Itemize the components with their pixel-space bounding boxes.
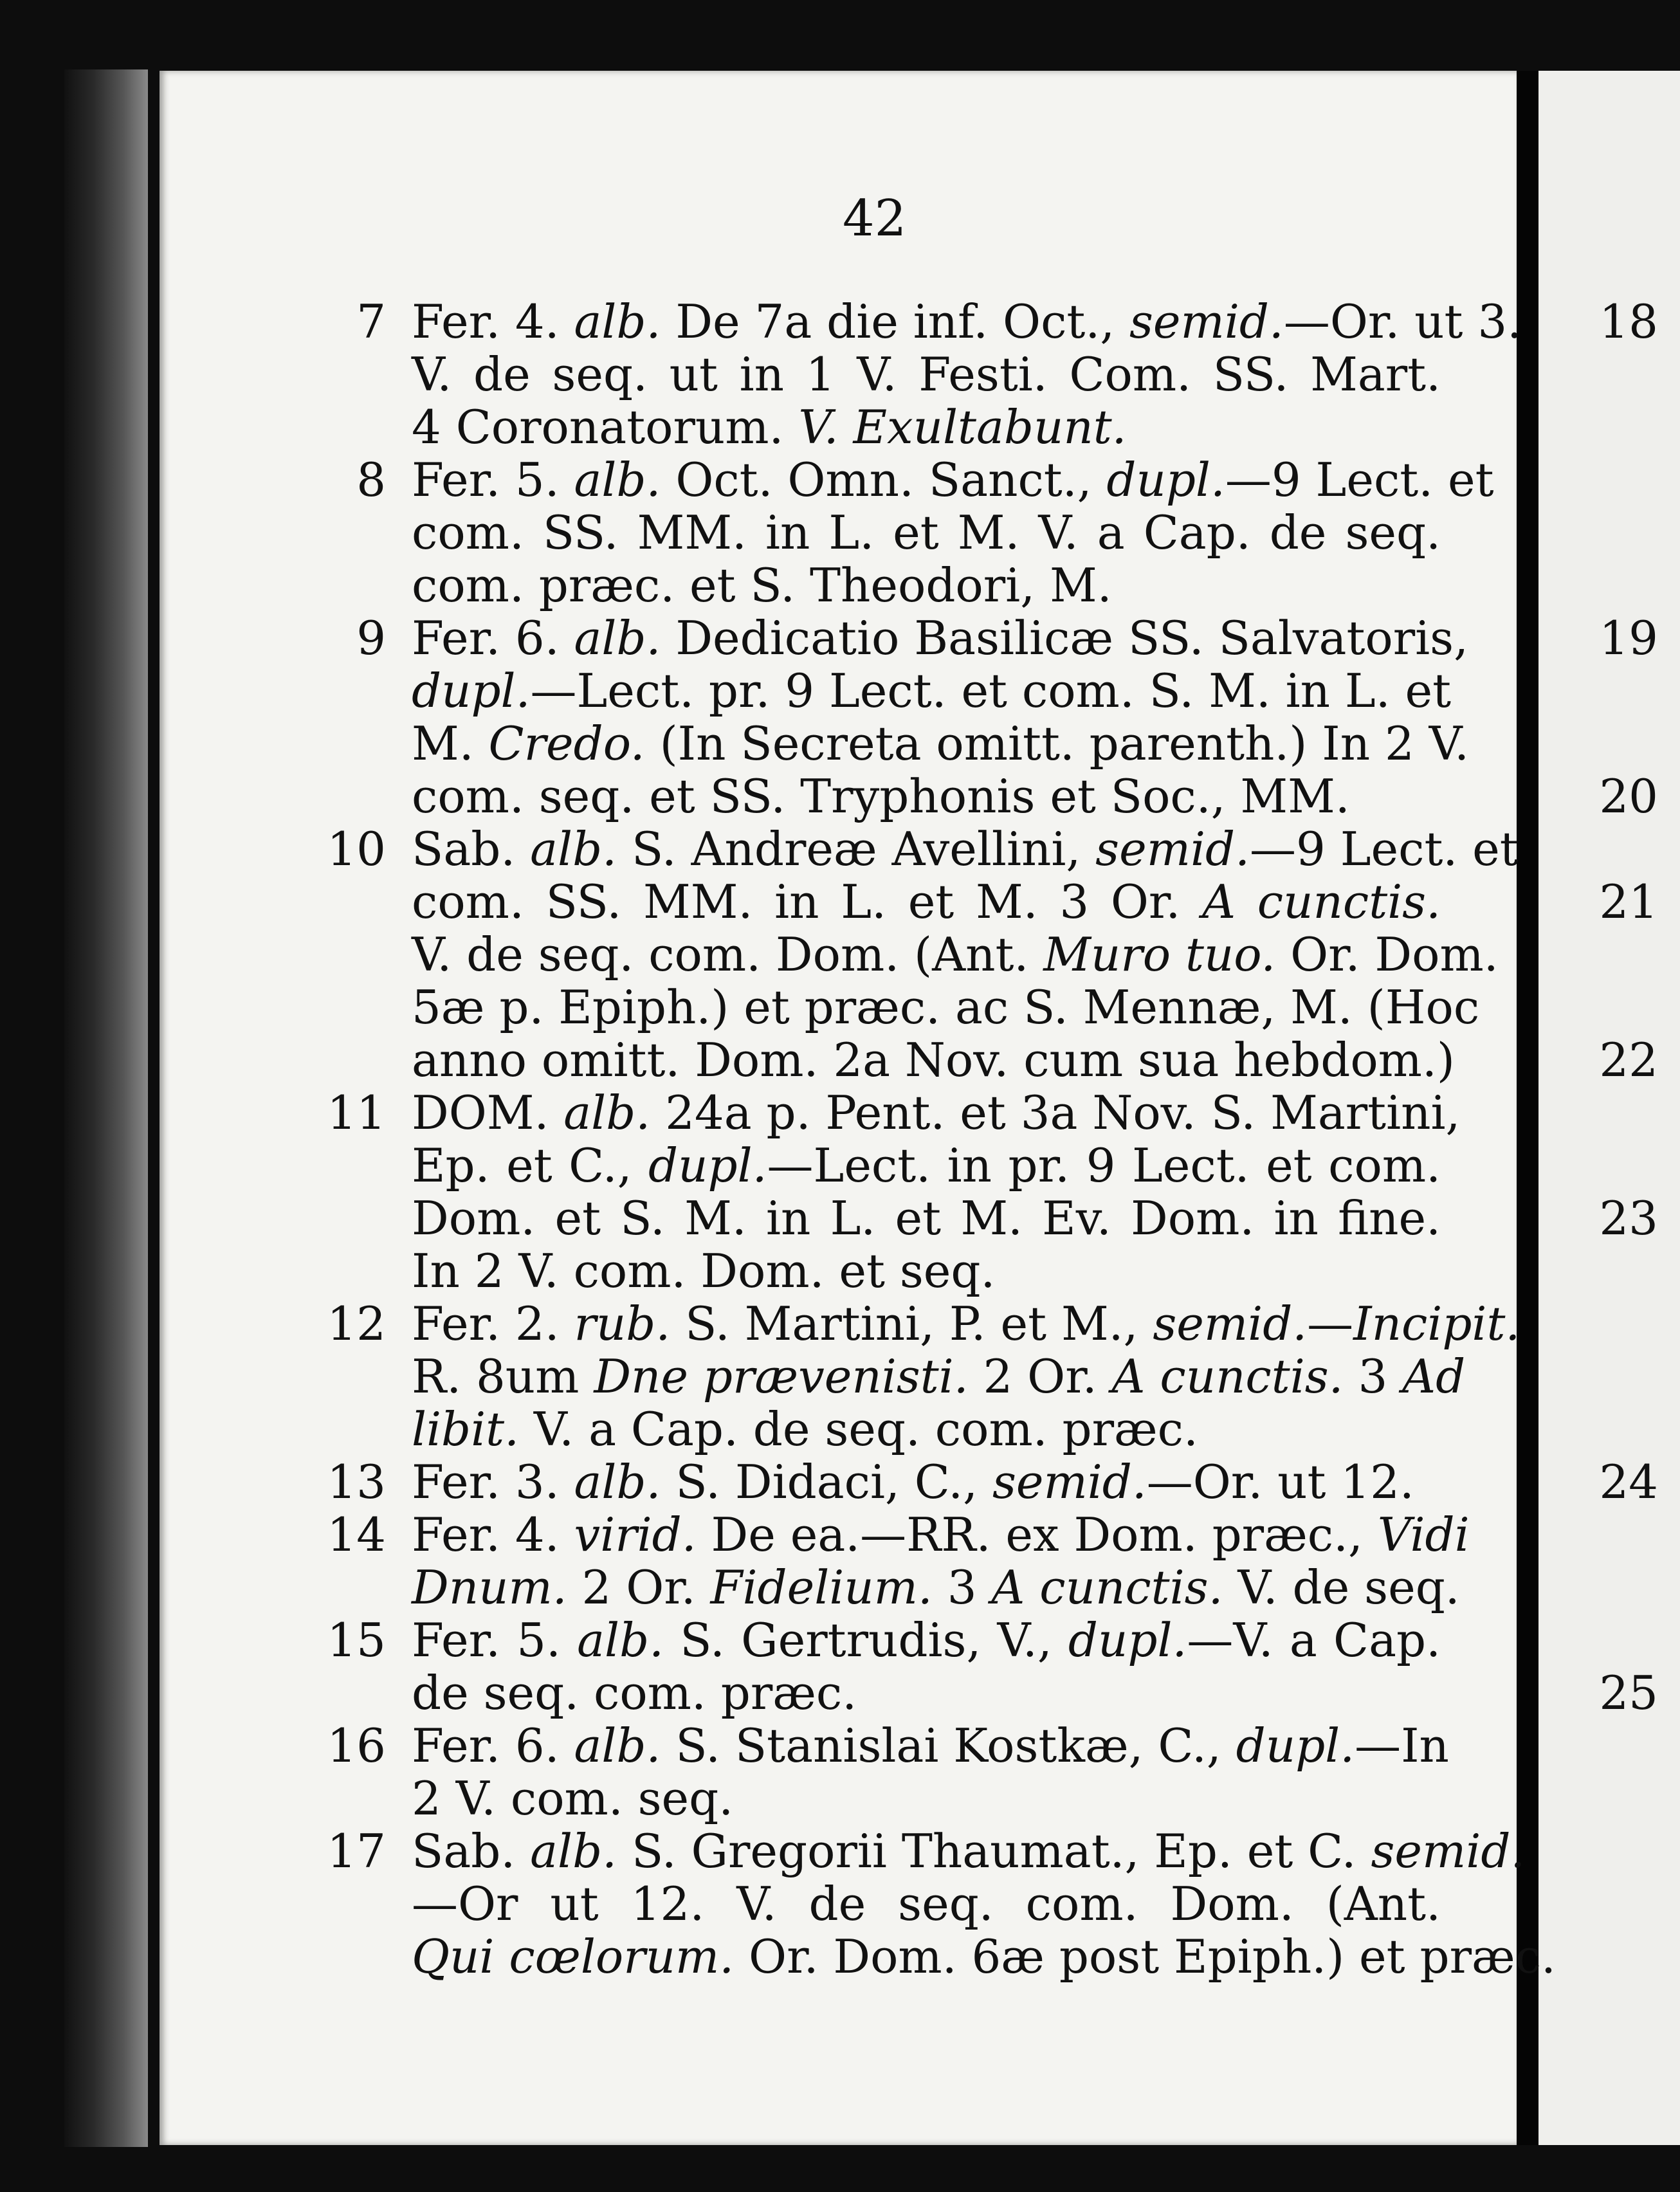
text-run: —V. a Cap. bbox=[1187, 1613, 1441, 1667]
text-run: —Lect. in pr. 9 Lect. et com. bbox=[767, 1138, 1441, 1192]
entry-line bbox=[412, 611, 1469, 665]
text-run: com. præc. et S. Theodori, M. bbox=[412, 558, 1112, 612]
text-run: V. de seq. bbox=[1223, 1560, 1460, 1614]
book-spine bbox=[64, 69, 148, 2147]
text-run: V. a Cap. de seq. com. præc. bbox=[519, 1402, 1198, 1456]
text-run: 4 Coronatorum. bbox=[412, 400, 799, 454]
text-run: Fer. 2. bbox=[412, 1297, 574, 1351]
italic-run: Credo. bbox=[488, 717, 645, 771]
italic-run: semid. bbox=[1371, 1824, 1526, 1878]
text-run: S. Gregorii Thaumat., Ep. et C. bbox=[617, 1824, 1371, 1878]
text-run: De ea.—RR. ex Dom. præc., bbox=[696, 1508, 1378, 1562]
text-run: Ep. et C., bbox=[412, 1138, 649, 1192]
entry-line bbox=[412, 507, 1441, 558]
text-run: com. SS. MM. in L. et M. 3 Or. bbox=[412, 875, 1203, 929]
entry-line bbox=[412, 349, 1441, 400]
text-run: —Lect. pr. 9 Lect. et com. S. M. in L. et bbox=[530, 664, 1452, 718]
text-run: Fer. 5. bbox=[412, 453, 574, 507]
entry-line bbox=[412, 1508, 1470, 1562]
facing-day-number: 24 bbox=[1599, 1455, 1658, 1509]
entry-line bbox=[412, 560, 1441, 611]
text-run: com. seq. et SS. Tryphonis et Soc., MM. bbox=[412, 769, 1350, 823]
italic-run: alb. bbox=[530, 1824, 617, 1878]
text-run: anno omitt. Dom. 2a Nov. cum sua hebdom.) bbox=[412, 1033, 1455, 1087]
italic-run: Incipit. bbox=[1353, 1297, 1520, 1351]
facing-day-number: 25 bbox=[1599, 1666, 1658, 1720]
text-run: de seq. com. præc. bbox=[412, 1666, 857, 1720]
italic-run: semid. bbox=[1095, 822, 1250, 876]
entry-line bbox=[412, 1667, 1441, 1719]
day-number: 16 bbox=[327, 1719, 386, 1773]
page-number: 42 bbox=[843, 190, 907, 248]
entry-line bbox=[412, 401, 1441, 453]
text-run: —In bbox=[1355, 1719, 1449, 1773]
entry-line bbox=[412, 1245, 1441, 1297]
text-run: —Or. ut 3. bbox=[1283, 295, 1522, 349]
italic-run: alb. bbox=[563, 1086, 651, 1140]
text-run: S. Gertrudis, V., bbox=[664, 1613, 1068, 1667]
text-run: 2 Or. bbox=[968, 1349, 1112, 1403]
italic-run: alb. bbox=[574, 611, 661, 665]
italic-run: Qui cœlorum. bbox=[412, 1930, 735, 1984]
entry-line bbox=[412, 980, 1480, 1034]
entry-line bbox=[412, 295, 1522, 349]
italic-run: V. Exultabunt. bbox=[798, 400, 1127, 454]
facing-day-number: 20 bbox=[1599, 769, 1658, 823]
day-number: 7 bbox=[356, 295, 386, 349]
text-run: In 2 V. com. Dom. et seq. bbox=[412, 1244, 996, 1298]
text-run: 3 bbox=[932, 1560, 992, 1614]
italic-run: dupl. bbox=[1106, 453, 1225, 507]
italic-run: Dne prævenisti. bbox=[594, 1349, 969, 1403]
entry-line bbox=[412, 1349, 1466, 1403]
entry-line bbox=[412, 1086, 1461, 1140]
facing-day-number: 21 bbox=[1599, 875, 1658, 929]
italic-run: Fidelium. bbox=[710, 1560, 933, 1614]
facing-day-number: 22 bbox=[1599, 1033, 1658, 1087]
day-number: 15 bbox=[327, 1613, 386, 1667]
entry-line bbox=[412, 1824, 1526, 1878]
italic-run: Vidi bbox=[1377, 1508, 1470, 1562]
entry-line bbox=[412, 1878, 1441, 1930]
italic-run: alb. bbox=[574, 295, 661, 349]
italic-run: A cunctis. bbox=[991, 1560, 1223, 1614]
italic-run: Ad bbox=[1402, 1349, 1466, 1403]
text-run: (In Secreta omitt. parenth.) In 2 V. bbox=[644, 717, 1469, 771]
entry-line bbox=[412, 1033, 1455, 1087]
facing-page-edge bbox=[1538, 71, 1680, 2145]
text-run: S. Didaci, C., bbox=[661, 1455, 992, 1509]
italic-run: dupl. bbox=[648, 1138, 767, 1192]
text-run: S. Stanislai Kostkæ, C., bbox=[661, 1719, 1236, 1773]
entry-line bbox=[412, 1403, 1441, 1455]
italic-run: rub. bbox=[574, 1297, 671, 1351]
entry-line bbox=[412, 717, 1469, 771]
text-run: V. de seq. ut in 1 V. Festi. Com. SS. Mart. bbox=[412, 347, 1441, 401]
facing-day-number: 23 bbox=[1599, 1191, 1658, 1245]
text-run: 3 bbox=[1343, 1349, 1403, 1403]
day-number: 17 bbox=[327, 1824, 386, 1878]
text-run: Fer. 6. bbox=[412, 1719, 574, 1773]
italic-run: alb. bbox=[574, 453, 661, 507]
entry-line bbox=[412, 927, 1499, 982]
text-run: Dom. et S. M. in L. et M. Ev. Dom. in fine. bbox=[412, 1191, 1441, 1245]
facing-day-number: 18 bbox=[1599, 295, 1658, 349]
italic-run: dupl. bbox=[412, 664, 531, 718]
text-run: 24a p. Pent. et 3a Nov. S. Martini, bbox=[650, 1086, 1461, 1140]
text-run: Sab. bbox=[412, 1824, 531, 1878]
day-number: 14 bbox=[327, 1508, 386, 1562]
italic-run: semid. bbox=[1129, 295, 1284, 349]
text-run: Fer. 4. bbox=[412, 295, 574, 349]
entry-line bbox=[412, 453, 1494, 507]
text-run: R. 8um bbox=[412, 1349, 594, 1403]
entry-line bbox=[412, 822, 1519, 876]
italic-run: alb. bbox=[530, 822, 617, 876]
italic-run: alb. bbox=[574, 1719, 661, 1773]
text-run: —9 Lect. et bbox=[1225, 453, 1494, 507]
text-run: M. bbox=[412, 717, 489, 771]
text-run: Fer. 3. bbox=[412, 1455, 574, 1509]
text-run: Or. Dom. 6æ post Epiph.) et præc. bbox=[734, 1930, 1556, 1984]
text-run: Oct. Omn. Sanct., bbox=[661, 453, 1107, 507]
entry-line bbox=[412, 1614, 1441, 1666]
italic-run: virid. bbox=[574, 1508, 697, 1562]
italic-run: alb. bbox=[577, 1613, 664, 1667]
text-run: com. SS. MM. in L. et M. V. a Cap. de seq. bbox=[412, 506, 1441, 560]
entry-line bbox=[412, 1192, 1441, 1244]
entry-line bbox=[412, 1456, 1441, 1508]
text-run: V. de seq. com. Dom. (Ant. bbox=[412, 927, 1044, 982]
entry-line bbox=[412, 664, 1452, 718]
entry-line bbox=[412, 1930, 1556, 1984]
italic-run: A cunctis. bbox=[1202, 875, 1441, 929]
text-run: DOM. bbox=[412, 1086, 564, 1140]
text-run: S. Andreæ Avellini, bbox=[617, 822, 1096, 876]
text-run: S. Martini, P. et M., bbox=[670, 1297, 1153, 1351]
text-run: 2 V. com. seq. bbox=[412, 1771, 734, 1825]
italic-run: alb. bbox=[574, 1455, 661, 1509]
text-run: 5æ p. Epiph.) et præc. ac S. Mennæ, M. (Hoc bbox=[412, 980, 1480, 1034]
italic-run: libit. bbox=[412, 1402, 519, 1456]
entry-line bbox=[412, 1560, 1460, 1614]
day-number: 8 bbox=[356, 453, 386, 507]
italic-run: dupl. bbox=[1236, 1719, 1355, 1773]
entry-line bbox=[412, 1140, 1441, 1191]
italic-run: A cunctis. bbox=[1111, 1349, 1344, 1403]
text-run: Fer. 6. bbox=[412, 611, 574, 665]
italic-run: semid. bbox=[1153, 1297, 1308, 1351]
day-number: 12 bbox=[327, 1297, 386, 1351]
day-number: 9 bbox=[356, 611, 386, 665]
day-number: 10 bbox=[327, 822, 386, 876]
text-run: —Or. ut 12. bbox=[1146, 1455, 1414, 1509]
entry-line bbox=[412, 771, 1441, 822]
italic-run: Muro tuo. bbox=[1043, 927, 1276, 982]
text-run: Dedicatio Basilicæ SS. Salvatoris, bbox=[661, 611, 1469, 665]
text-run: De 7a die inf. Oct., bbox=[661, 295, 1129, 349]
entry-line bbox=[412, 876, 1441, 927]
day-number: 13 bbox=[327, 1455, 386, 1509]
text-run: Fer. 4. bbox=[412, 1508, 574, 1562]
text-run: Fer. 5. bbox=[412, 1613, 578, 1667]
text-run: Or. Dom. bbox=[1275, 927, 1499, 982]
italic-run: dupl. bbox=[1068, 1613, 1187, 1667]
entry-line bbox=[412, 1719, 1449, 1773]
day-number: 11 bbox=[327, 1086, 386, 1140]
text-run: —9 Lect. et bbox=[1250, 822, 1519, 876]
text-run: 2 Or. bbox=[567, 1560, 711, 1614]
text-run: —Or ut 12. V. de seq. com. Dom. (Ant. bbox=[412, 1877, 1441, 1931]
entry-line bbox=[412, 1773, 1441, 1824]
text-run: — bbox=[1307, 1297, 1354, 1351]
facing-day-number: 19 bbox=[1599, 611, 1658, 665]
italic-run: semid. bbox=[992, 1455, 1147, 1509]
text-run: Sab. bbox=[412, 822, 531, 876]
entry-line bbox=[412, 1297, 1520, 1351]
italic-run: Dnum. bbox=[412, 1560, 567, 1614]
